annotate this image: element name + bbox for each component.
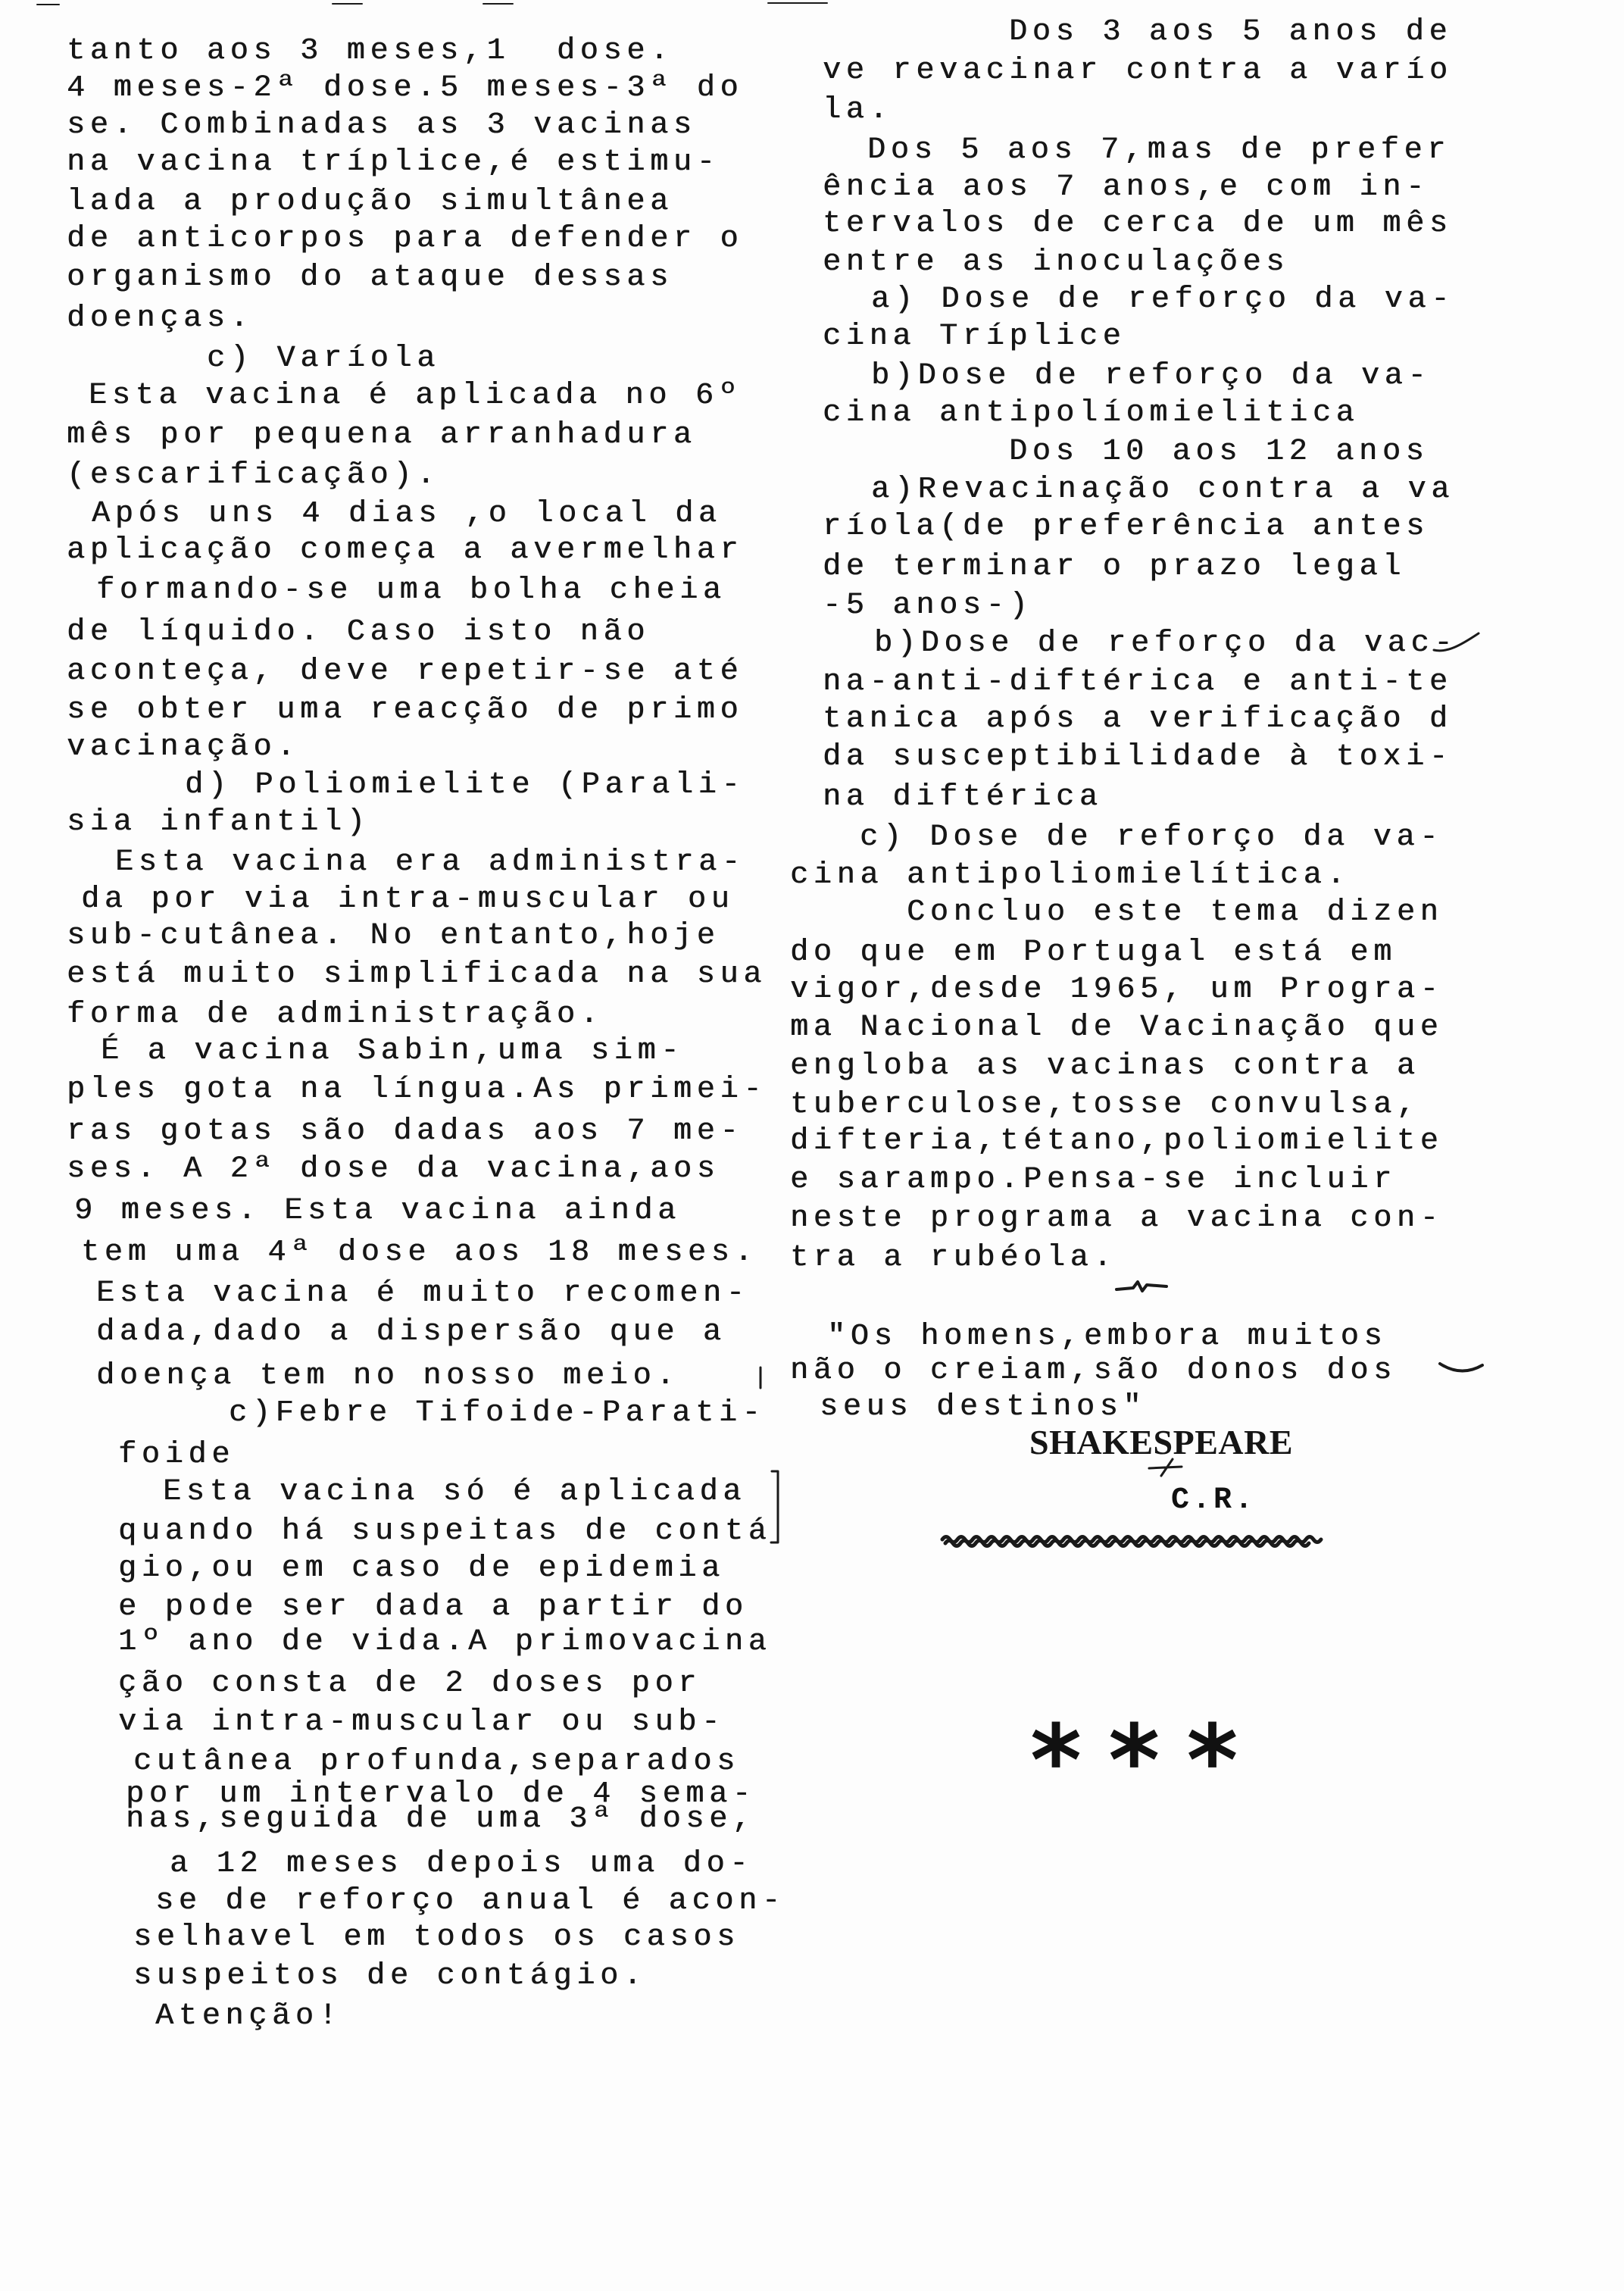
- text-line: e pode ser dada a partir do: [118, 1590, 748, 1624]
- list-item: a)Revacinação contra a va: [871, 473, 1455, 507]
- text-line: forma de administração.: [67, 998, 604, 1032]
- text-line: 1º ano de vida.A primovacina: [118, 1625, 772, 1659]
- text-line: difteria,tétano,poliomielite: [790, 1124, 1444, 1158]
- asterism-separator: * * *: [1030, 1703, 1235, 1818]
- text-line: e sarampo.Pensa-se incluir: [790, 1163, 1397, 1197]
- text-line: dada,dado a dispersão que a: [96, 1315, 726, 1349]
- text-line: cutânea profunda,separados: [133, 1745, 740, 1779]
- text-line: formando-se uma bolha cheia: [96, 574, 726, 608]
- pen-mark: [37, 3, 827, 5]
- text-line: sub-cutânea. No entanto,hoje: [67, 919, 720, 953]
- text-line: suspeitos de contágio.: [133, 1959, 647, 1993]
- text-line: na-anti-diftérica e anti-te: [823, 665, 1453, 699]
- text-line: de terminar o prazo legal: [823, 550, 1407, 584]
- author-signature: C.R.: [1171, 1483, 1257, 1517]
- text-line: vigor,desde 1965, um Progra-: [790, 973, 1444, 1007]
- text-line: Esta vacina era administra-: [115, 845, 745, 880]
- text-line: (escarificação).: [67, 458, 440, 492]
- text-line: mês por pequena arranhadura: [67, 418, 697, 452]
- text-line: de líquido. Caso isto não: [67, 615, 651, 649]
- text-line: cina Tríplice: [823, 320, 1126, 354]
- text-line: lada a produção simultânea: [67, 185, 673, 219]
- text-line: Dos 3 aos 5 anos de: [1009, 15, 1453, 49]
- text-line: da susceptibilidade à toxi-: [823, 740, 1453, 774]
- text-line: -5 anos-): [823, 589, 1033, 623]
- text-line: se. Combinadas as 3 vacinas: [67, 108, 697, 142]
- text-line: ses. A 2ª dose da vacina,aos: [67, 1152, 720, 1186]
- text-line: na diftérica: [823, 780, 1103, 814]
- text-line: de anticorpos para defender o: [67, 222, 744, 256]
- text-line: nas,seguida de uma 3ª dose,: [126, 1802, 756, 1836]
- pen-mark: [1440, 1364, 1482, 1371]
- text-line: ve revacinar contra a varío: [823, 54, 1453, 88]
- text-line: Concluo este tema dizen: [907, 895, 1444, 930]
- text-line: ples gota na língua.As primei-: [67, 1073, 767, 1107]
- text-line: Atenção!: [155, 1999, 342, 2033]
- text-line: via intra-muscular ou sub-: [118, 1705, 725, 1739]
- text-line: tanica após a verificação d: [823, 702, 1453, 736]
- text-line: quando há suspeitas de contá: [118, 1514, 772, 1549]
- text-line: cina antipoliomielítica.: [790, 858, 1351, 892]
- quote-line: não o creiam,são donos dos: [790, 1354, 1397, 1388]
- text-line: da por via intra-muscular ou: [81, 883, 735, 917]
- text-line: Após uns 4 dias ,o local da: [92, 497, 722, 531]
- text-line: organismo do ataque dessas: [67, 261, 673, 295]
- text-line: por um intervalo de 4 sema-: [126, 1777, 756, 1811]
- text-line: ríola(de preferência antes: [823, 510, 1429, 544]
- text-line: sia infantil): [67, 805, 370, 839]
- text-line: se de reforço anual é acon-: [155, 1884, 785, 1918]
- text-line: foide: [118, 1438, 236, 1472]
- text-line: ma Nacional de Vacinação que: [790, 1011, 1444, 1045]
- section-heading-febre-tifoide: c)Febre Tifoide-Parati-: [229, 1396, 766, 1430]
- text-line: doenças.: [67, 302, 254, 336]
- text-line: tanto aos 3 meses,1 dose.: [67, 34, 673, 68]
- text-line: Dos 5 aos 7,mas de prefer: [867, 133, 1451, 167]
- text-line: gio,ou em caso de epidemia: [118, 1552, 725, 1586]
- text-line: la.: [823, 93, 893, 127]
- text-line: neste programa a vacina con-: [790, 1202, 1444, 1236]
- text-line: 4 meses-2ª dose.5 meses-3ª do: [67, 71, 744, 105]
- pen-mark: [1116, 1282, 1166, 1291]
- text-line: É a vacina Sabin,uma sim-: [101, 1034, 685, 1068]
- text-line: na vacina tríplice,é estimu-: [67, 145, 720, 180]
- text-line: aplicação começa a avermelhar: [67, 533, 744, 567]
- text-line: do que em Portugal está em: [790, 936, 1397, 970]
- text-line: tra a rubéola.: [790, 1241, 1117, 1275]
- quote-line: "Os homens,embora muitos: [827, 1320, 1388, 1354]
- text-line: cina antipolíomielitica: [823, 396, 1360, 430]
- text-line: engloba as vacinas contra a: [790, 1049, 1420, 1083]
- text-line: Esta vacina é aplicada no 6º: [89, 379, 742, 413]
- pen-mark: [771, 1471, 778, 1542]
- text-line: está muito simplificada na sua: [67, 958, 767, 992]
- section-heading-poliomielite: d) Poliomielite (Parali-: [185, 768, 745, 802]
- text-line: ção consta de 2 doses por: [118, 1667, 702, 1701]
- text-line: a 12 meses depois uma do-: [170, 1847, 754, 1881]
- text-line: entre as inoculações: [823, 245, 1290, 280]
- text-line: tervalos de cerca de um mês: [823, 207, 1453, 241]
- text-line: ras gotas são dadas aos 7 me-: [67, 1114, 744, 1149]
- section-heading-10-12-anos: Dos 10 aos 12 anos: [1009, 435, 1429, 469]
- text-line: tuberculose,tosse convulsa,: [790, 1088, 1420, 1122]
- text-line: vacinação.: [67, 730, 301, 764]
- text-line: ência aos 7 anos,e com in-: [823, 170, 1429, 205]
- text-line: selhavel em todos os casos: [133, 1921, 740, 1955]
- list-item: b)Dose de reforço da vac-: [874, 627, 1458, 661]
- quote-line: seus destinos": [820, 1390, 1147, 1424]
- quote-author: SHAKESPEARE: [1029, 1423, 1294, 1461]
- text-line: tem uma 4ª dose aos 18 meses.: [81, 1236, 758, 1270]
- list-item: a) Dose de reforço da va-: [871, 283, 1455, 317]
- list-item: b)Dose de reforço da va-: [871, 359, 1432, 393]
- list-item: c) Dose de reforço da va-: [860, 820, 1444, 855]
- text-line: Esta vacina é muito recomen-: [96, 1277, 750, 1311]
- text-line: se obter uma reacção de primo: [67, 693, 744, 727]
- text-line: 9 meses. Esta vacina ainda: [74, 1194, 681, 1228]
- section-heading-variola: c) Varíola: [207, 342, 441, 376]
- text-line: aconteça, deve repetir-se até: [67, 655, 744, 689]
- wavy-divider: [942, 1537, 1321, 1546]
- text-line: doença tem no nosso meio.: [96, 1359, 680, 1393]
- text-line: Esta vacina só é aplicada: [163, 1475, 747, 1509]
- pen-mark: [1149, 1459, 1182, 1476]
